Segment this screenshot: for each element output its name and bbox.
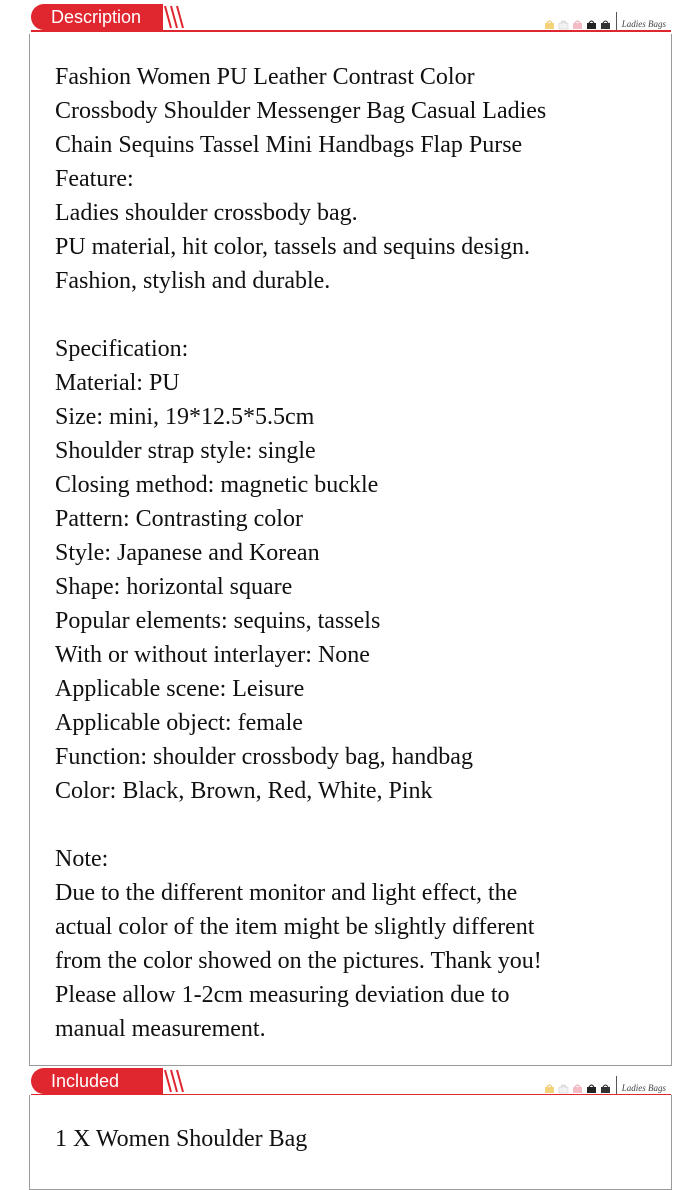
brand-text: Ladies Bags bbox=[621, 19, 666, 29]
spec-item: Popular elements: sequins, tassels bbox=[55, 608, 381, 634]
tab-stripes-icon bbox=[163, 4, 185, 30]
note-line: Please allow 1-2cm measuring deviation due to bbox=[55, 982, 510, 1008]
brand-logo bbox=[544, 10, 666, 30]
brand-logo bbox=[544, 1074, 666, 1094]
description-header bbox=[0, 0, 700, 34]
feature-item: Fashion, stylish and durable. bbox=[55, 268, 331, 294]
spec-item: Color: Black, Brown, Red, White, Pink bbox=[55, 778, 433, 804]
bag-icon-white bbox=[558, 19, 569, 30]
feature-heading: Feature: bbox=[55, 166, 134, 192]
included-tab-label: Included bbox=[51, 1071, 120, 1091]
note-line: actual color of the item might be slightly different bbox=[55, 914, 535, 940]
spec-item: Style: Japanese and Korean bbox=[55, 540, 320, 566]
included-text bbox=[55, 1122, 651, 1156]
note-heading: Note: bbox=[55, 846, 109, 872]
bag-icon-yellow bbox=[544, 19, 555, 30]
description-text bbox=[55, 60, 651, 1046]
bag-icon-white bbox=[558, 1083, 569, 1094]
bag-icon-black bbox=[586, 19, 597, 30]
brand-divider bbox=[616, 12, 617, 30]
spec-item: Shape: horizontal square bbox=[55, 574, 293, 600]
bag-icon-yellow bbox=[544, 1083, 555, 1094]
bag-icon-pink bbox=[572, 19, 583, 30]
tab-stripes-icon bbox=[163, 1068, 185, 1094]
bag-icon-pink bbox=[572, 1083, 583, 1094]
spec-item: Material: PU bbox=[55, 370, 180, 396]
spec-item: Size: mini, 19*12.5*5.5cm bbox=[55, 404, 315, 430]
bag-icon-black-2 bbox=[600, 1083, 611, 1094]
spec-item: Function: shoulder crossbody bag, handbag bbox=[55, 744, 473, 770]
spec-item: Closing method: magnetic buckle bbox=[55, 472, 379, 498]
product-title-line: Chain Sequins Tassel Mini Handbags Flap Purse bbox=[55, 132, 523, 158]
included-box bbox=[29, 1095, 672, 1190]
product-title-line: Crossbody Shoulder Messenger Bag Casual Ladies bbox=[55, 98, 547, 124]
included-header bbox=[0, 1064, 700, 1098]
feature-item: PU material, hit color, tassels and sequins design. bbox=[55, 234, 530, 260]
brand-divider bbox=[616, 1076, 617, 1094]
spec-item: Pattern: Contrasting color bbox=[55, 506, 303, 532]
spacer bbox=[55, 808, 651, 842]
spacer bbox=[55, 298, 651, 332]
included-tab bbox=[31, 1068, 163, 1094]
spec-heading: Specification: bbox=[55, 336, 189, 362]
bag-icon-black-2 bbox=[600, 19, 611, 30]
spec-item: Shoulder strap style: single bbox=[55, 438, 316, 464]
included-item: 1 X Women Shoulder Bag bbox=[55, 1126, 308, 1152]
note-line: manual measurement. bbox=[55, 1016, 266, 1042]
spec-item: Applicable scene: Leisure bbox=[55, 676, 305, 702]
description-tab bbox=[31, 4, 163, 30]
brand-text: Ladies Bags bbox=[621, 1083, 666, 1093]
bag-icon-black bbox=[586, 1083, 597, 1094]
feature-item: Ladies shoulder crossbody bag. bbox=[55, 200, 358, 226]
description-header-underline bbox=[31, 30, 671, 32]
note-line: from the color showed on the pictures. Thank you! bbox=[55, 948, 542, 974]
spec-item: Applicable object: female bbox=[55, 710, 303, 736]
note-line: Due to the different monitor and light effect, the bbox=[55, 880, 518, 906]
description-box bbox=[29, 34, 672, 1066]
product-title-line: Fashion Women PU Leather Contrast Color bbox=[55, 64, 475, 90]
description-tab-label: Description bbox=[51, 7, 142, 27]
spec-item: With or without interlayer: None bbox=[55, 642, 370, 668]
